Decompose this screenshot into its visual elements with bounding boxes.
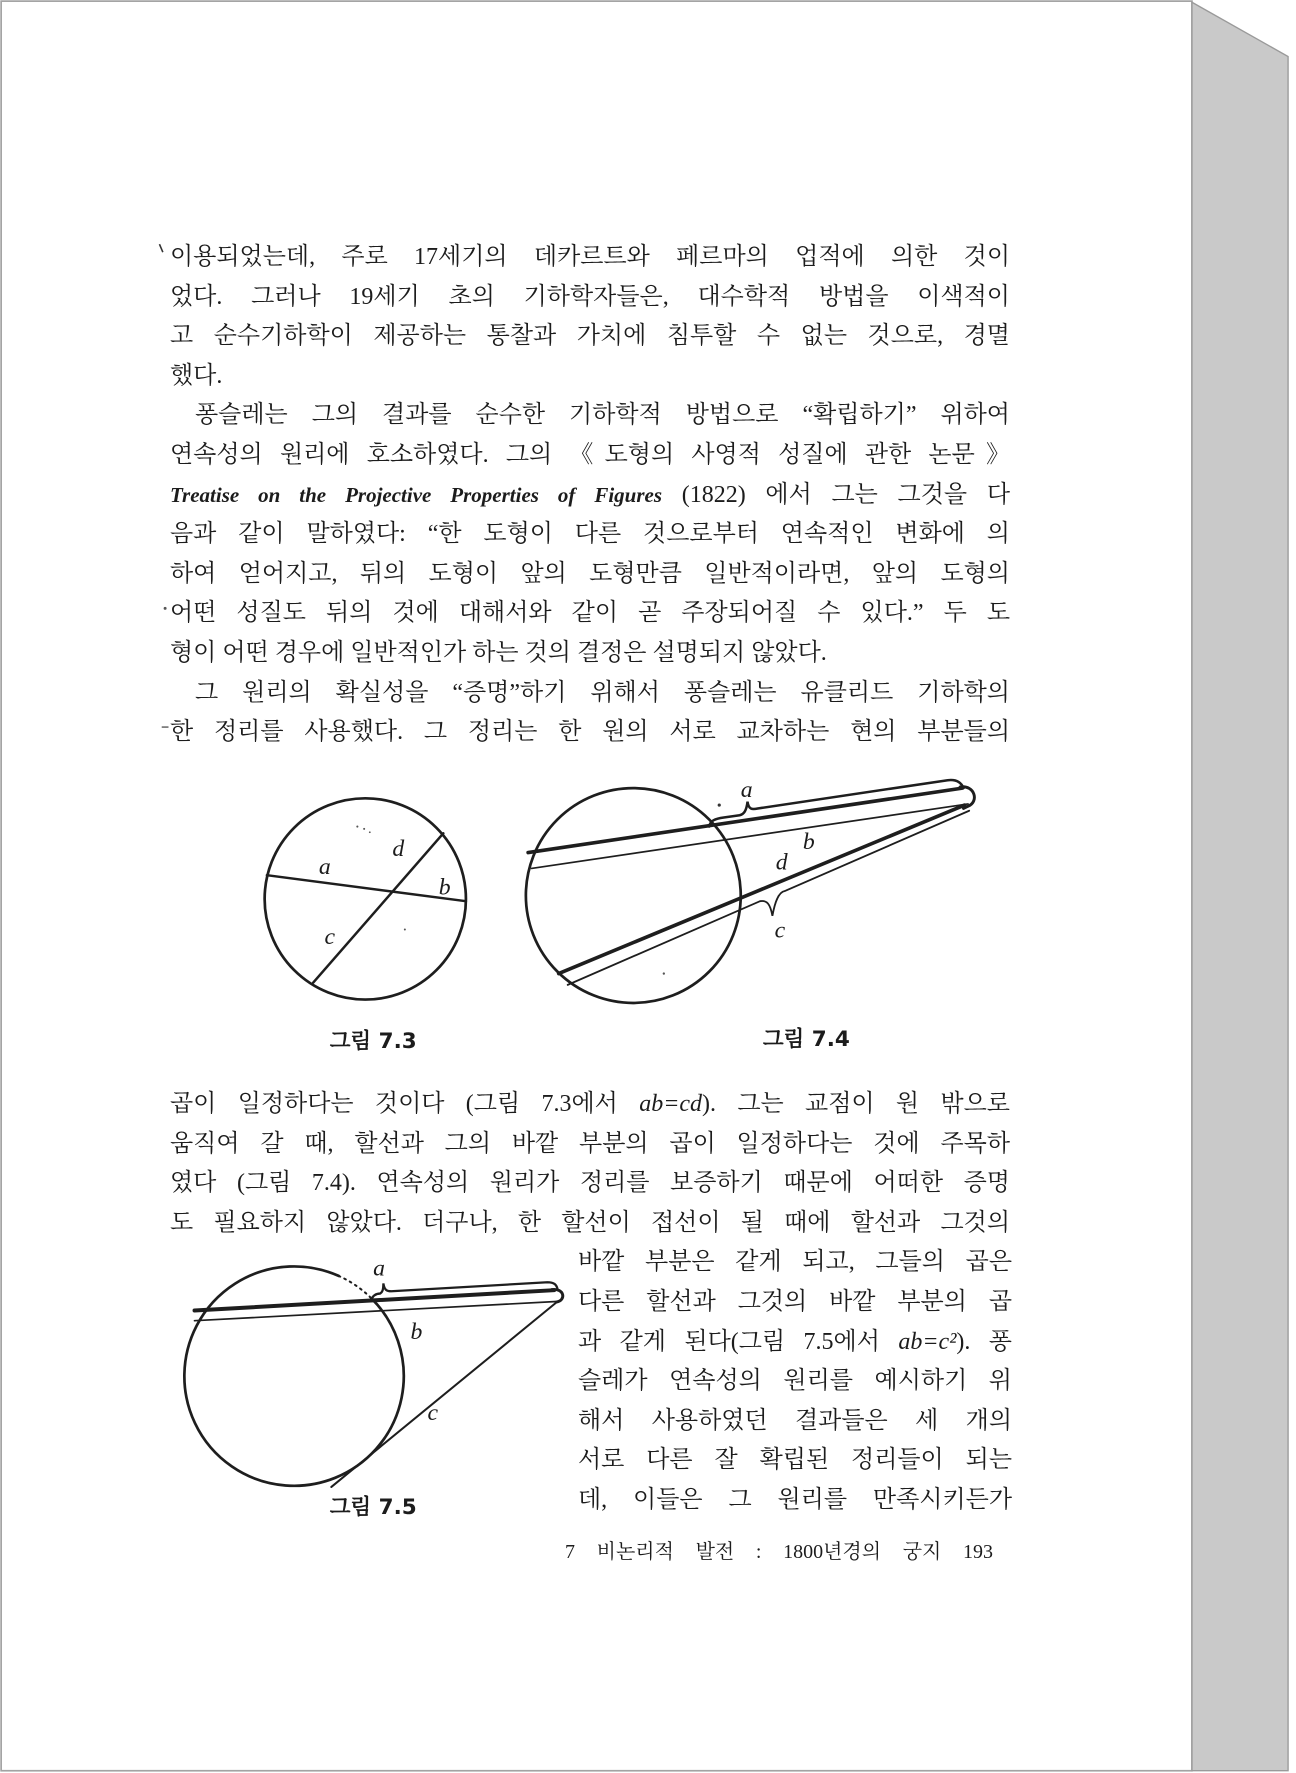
ink-speck [369,831,371,833]
text-span: ). 퐁 [956,1328,1012,1355]
figure-7-4 [526,780,975,1003]
text-line [170,1085,1010,1125]
text-line: 데, 이들은 그 원리를 만족시키든가 [578,1486,1012,1513]
fig-7-3-label-b: b [438,874,451,901]
figure-7-5 [184,1266,562,1486]
text-line: 음과 같이 말하였다: “한 도형이 다른 것으로부터 연속적인 변화에 의 [170,521,1010,548]
scan-mark [164,607,167,610]
text-line: 연속성의 원리에 호소하였다. 그의 《도형의 사영적 성질에 관한 논문》 [170,441,1010,468]
fig-7-3-label-d: d [392,835,405,862]
text-line: 었다. 그러나 19세기 초의 기하학자들은, 대수학적 방법을 이색적이 [170,283,1010,310]
formula: ab=c² [898,1328,957,1355]
fig-7-4-label-a: a [740,777,753,804]
fig-7-5-caption: 그림 7.5 [329,1495,417,1521]
chapter-number: 7 [565,1541,575,1563]
text-line: 도 필요하지 않았다. 더구나, 한 할선이 접선이 될 때에 할선과 그것의 [170,1209,1010,1236]
text-span: ). 그는 교점이 원 밖으로 [702,1091,1010,1117]
text-line: 슬레가 연속성의 원리를 예시하기 위 [578,1368,1012,1395]
running-footer [565,1540,993,1564]
lower-secant [559,805,965,973]
text-line [578,1323,1012,1363]
ink-speck [718,804,721,807]
text-line: 한 정리를 사용했다. 그 정리는 한 원의 서로 교차하는 현의 부분들의 [170,719,1010,746]
text-line: 고 순수기하학이 제공하는 통찰과 가치에 침투할 수 없는 것으로, 경멸 [170,323,1010,350]
ink-speck [363,828,365,830]
fig-7-5-label-b: b [410,1318,423,1345]
running-title: 비논리적 발전 : 1800년경의 궁지 [596,1541,942,1563]
fig-7-5-label-c: c [427,1400,439,1427]
text-line: 했다. [170,362,223,389]
scan-mark [159,244,162,252]
text-line: 였다 (그림 7.4). 연속성의 원리가 정리를 보증하기 때문에 어떠한 증명 [170,1170,1010,1197]
text-line: 형이 어떤 경우에 일반적인가 하는 것의 결정은 설명되지 않았다. [170,639,827,666]
book-title: Treatise on the Projective Properties of Figures [170,482,663,507]
text-line [170,476,1010,516]
circle [526,788,741,1003]
upper-secant-brace-b [532,804,969,868]
text-line: 움직여 갈 때, 할선과 그의 바깥 부분의 곱이 일정하다는 것에 주목하 [170,1130,1010,1157]
paragraph-block-top [170,238,1010,753]
fig-7-4-label-c: c [774,917,786,944]
text-span: 곱이 일정하다는 것이다 (그림 7.3에서 [170,1091,640,1117]
fig-7-5-label-a: a [373,1255,386,1282]
chord-cd [313,833,443,982]
text-line: 이용되었는데, 주로 17세기의 데카르트와 페르마의 업적에 의한 것이 [170,244,1010,270]
paragraph-block-side-column [578,1243,1012,1520]
ink-speck [663,972,665,974]
paragraph-block-middle [170,1085,1010,1243]
fig-7-3-label-a: a [318,854,331,881]
ink-speck [356,826,358,828]
chord-ab [267,875,466,901]
fig-7-4-label-b: b [802,829,815,856]
secant [195,1290,555,1310]
circle-dotted-arc [339,1276,372,1299]
figure-7-3 [265,798,466,999]
formula: ab=cd [639,1091,703,1117]
text-line: 하여 얻어지고, 뒤의 도형이 앞의 도형만큼 일반적이라면, 앞의 도형의 [170,560,1010,587]
text-line: 그 원리의 확실성을 “증명”하기 위해서 퐁슬레는 유클리드 기하학의 [195,679,1010,706]
ink-speck [404,928,406,930]
fig-7-3-label-c: c [324,924,336,951]
text-line: 다른 할선과 그것의 바깥 부분의 곱 [578,1288,1012,1315]
fig-7-4-label-d: d [775,849,788,876]
text-span: 과 같게 된다(그림 7.5에서 [578,1328,899,1355]
tangent-c [331,1301,557,1486]
text-line: 퐁슬레는 그의 결과를 순수한 기하학적 방법으로 “확립하기” 위하여 [195,402,1010,429]
text-line: 어떤 성질도 뒤의 것에 대해서와 같이 곧 주장되어질 수 있다.” 두 도 [170,600,1010,627]
page-edge-shadow [1192,2,1288,1770]
text-line: 서로 다른 잘 확립된 정리들이 되는 [578,1447,1012,1474]
text-line: 바깥 부분은 같게 되고, 그들의 곱은 [578,1249,1012,1276]
text-span: (1822) 에서 그는 그것을 다 [662,481,1010,508]
fig-7-4-caption: 그림 7.4 [762,1026,850,1052]
fig-7-3-caption: 그림 7.3 [329,1029,417,1055]
text-line: 해서 사용하였던 결과들은 세 개의 [578,1407,1012,1434]
page-number: 193 [963,1541,993,1563]
circle [265,798,466,999]
